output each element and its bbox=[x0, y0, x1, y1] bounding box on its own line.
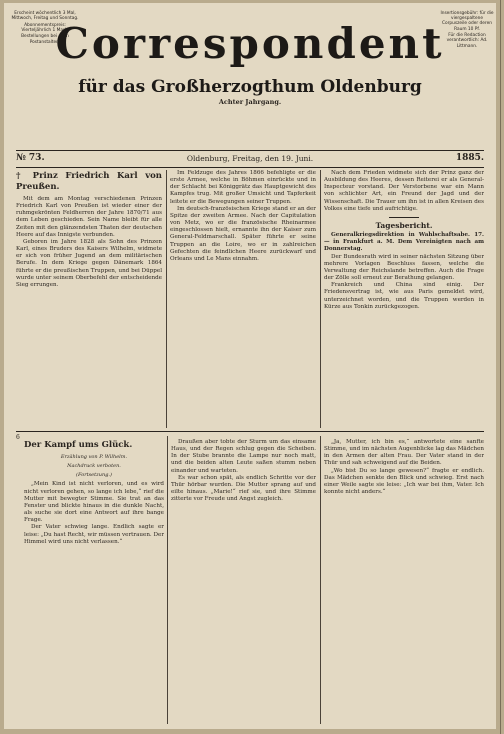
newspaper-page bbox=[4, 3, 496, 729]
article-column-3: Nach dem Frieden widmete sich der Prinz ganz der Ausbildung des Heeres, dessen Reiterei er als General-Inspecteur vorstand. Der Verstorbene war ein Mann von schlichter Art, ein Freund der Jagd und der Wissenschaft. Die Trauer um ihn ist in allen Kreisen des Volkes eine tiefe und aufrichtige. Tagesbericht. Generalkriegsdirektion in Wahlschaftsabe. 17. — in Frankfurt a. M. Dem Vereinigten nach am Donnerstag. Der Bundesrath wird in seiner nächsten Sitzung über mehrere Vorlagen Beschluss fassen, welche die Verwaltung der Reichslande betreffen. Auch die Frage der Zölle soll erneut zur Berathung gelangen. Frankreich und China sind einig. Der Friedensvertrag ist, wie aus Paris gemeldet wird, unterzeichnet worden, und die Truppen werden in Kürze aus Tonkin zurückgezogen. bbox=[324, 170, 484, 310]
header-rule-bottom bbox=[16, 167, 484, 168]
issue-year: 1885. bbox=[455, 153, 484, 163]
newspaper-title: Correspondent bbox=[55, 19, 445, 68]
column-divider bbox=[320, 170, 321, 428]
column-divider bbox=[320, 436, 321, 724]
article-headline: † Prinz Friedrich Karl von Preußen. bbox=[16, 171, 162, 192]
page-number: 6 bbox=[16, 434, 20, 441]
feuilleton-column-2: Draußen aber tobte der Sturm um das einsame Haus, und der Regen schlug gegen die Scheiben. In der Stube brannte die Lampe nur noch matt, und die beiden alten Leute saßen stumm neben einander und warteten. Es war schon spät, als endlich Schritte vor der Thür hörbar wurden. Die Mutter sprang auf und eilte hinaus. „Marie!“ rief sie, und ihre Stimme zitterte vor Freude und Angst zugleich. bbox=[171, 439, 316, 503]
publication-info-left: Erscheint wöchentlich 3 Mal, Mittwoch, Freitag und Sonntag. Abonnementspreis: Vierteljährlich 1 Mark. Bestellungen bei allen Postanstalten. bbox=[11, 11, 79, 45]
column-divider bbox=[167, 436, 168, 724]
publication-info-right: Insertionsgebühr: für die viergespaltene Corpuszeile oder deren Raum 10 Pf. Für die Redaction verantwortlich: Ad. Littmann. bbox=[440, 11, 494, 49]
feuilleton-column-1: Der Kampf ums Glück. Erzählung von P. Wilhelm. Nachdruck verboten. (Fortsetzung.) „Mein Kind ist nicht verloren, und es wird nicht verloren gehen, so lange ich lebe,“ rief die Mutter mit bewegter Stimme. Sie trat an das Fenster und blickte hinaus in die dunkle Nacht, als suche sie dort eine Antwort auf ihre bange Frage. Der Vater schwieg lange. Endlich sagte er leise: „Du hast Recht, wir müssen vertrauen. Der Himmel wird uns nicht verlassen.“ bbox=[24, 440, 164, 545]
story-title: Der Kampf ums Glück. bbox=[24, 440, 133, 450]
article-column-1: † Prinz Friedrich Karl von Preußen. Mit dem am Montag verschiedenen Prinzen Friedrich Karl von Preußen ist wieder einer der ruhmgekrönten Feldherren der Jahre 1870/71 aus dem Leben geschieden. Sein Name bleibt für alle Zeiten mit den glänzendsten Thaten der deutschen Heere auf das Innigste verbunden. Geboren im Jahre 1828 als Sohn des Prinzen Karl, eines Bruders des Kaisers Wilhelm, widmete er sich von früher Jugend an dem militärischen Berufe. In dem Kriege gegen Dänemark 1864 führte er die preußischen Truppen, und bei Düppel wurde unter seinem Oberbefehl der entscheidende Sieg errungen. bbox=[16, 171, 162, 288]
feuilleton-column-3: „Ja, Mutter, ich bin es,“ antwortete eine sanfte Stimme, und im nächsten Augenblicke lag das Mädchen in den Armen der alten Frau. Der Vater stand in der Thür und sah schweigend auf die Beiden. „Wo bist Du so lange gewesen?“ fragte er endlich. Das Mädchen senkte den Blick und schwieg. Erst nach einer Weile sagte sie leise: „Ich war bei ihm, Vater. Ich konnte nicht anders.“ bbox=[324, 439, 484, 496]
feuilleton-rule bbox=[16, 431, 484, 432]
article-column-2: Im Feldzuge des Jahres 1866 befehligte er die erste Armee, welche in Böhmen einrückte und in der Schlacht bei Königgrätz das Hauptgewicht des Kampfes trug. Mit großer Umsicht und Tapferkeit leitete er die Bewegungen seiner Truppen. Im deutsch-französischen Kriege stand er an der Spitze der zweiten Armee. Nach der Capitulation von Metz, wo er die französische Rheinarmee eingeschlossen hielt, ernannte ihn der Kaiser zum General-Feldmarschall. Später führte er seine Truppen an die Loire, wo er in zahlreichen Gefechten die feindlichen Heere zurückwarf und Orleans und Le Mans einnahm. bbox=[170, 170, 316, 262]
section-heading: Tagesbericht. bbox=[375, 220, 433, 230]
newspaper-subtitle: für das Großherzogthum Oldenburg bbox=[78, 77, 422, 97]
section-separator bbox=[389, 217, 419, 218]
header-rule-top bbox=[16, 150, 484, 151]
volume-year: Achter Jahrgang. bbox=[218, 98, 282, 106]
issue-number: № 73. bbox=[16, 153, 45, 163]
issue-date: Oldenburg, Freitag, den 19. Juni. bbox=[186, 154, 314, 163]
column-divider bbox=[166, 170, 167, 428]
